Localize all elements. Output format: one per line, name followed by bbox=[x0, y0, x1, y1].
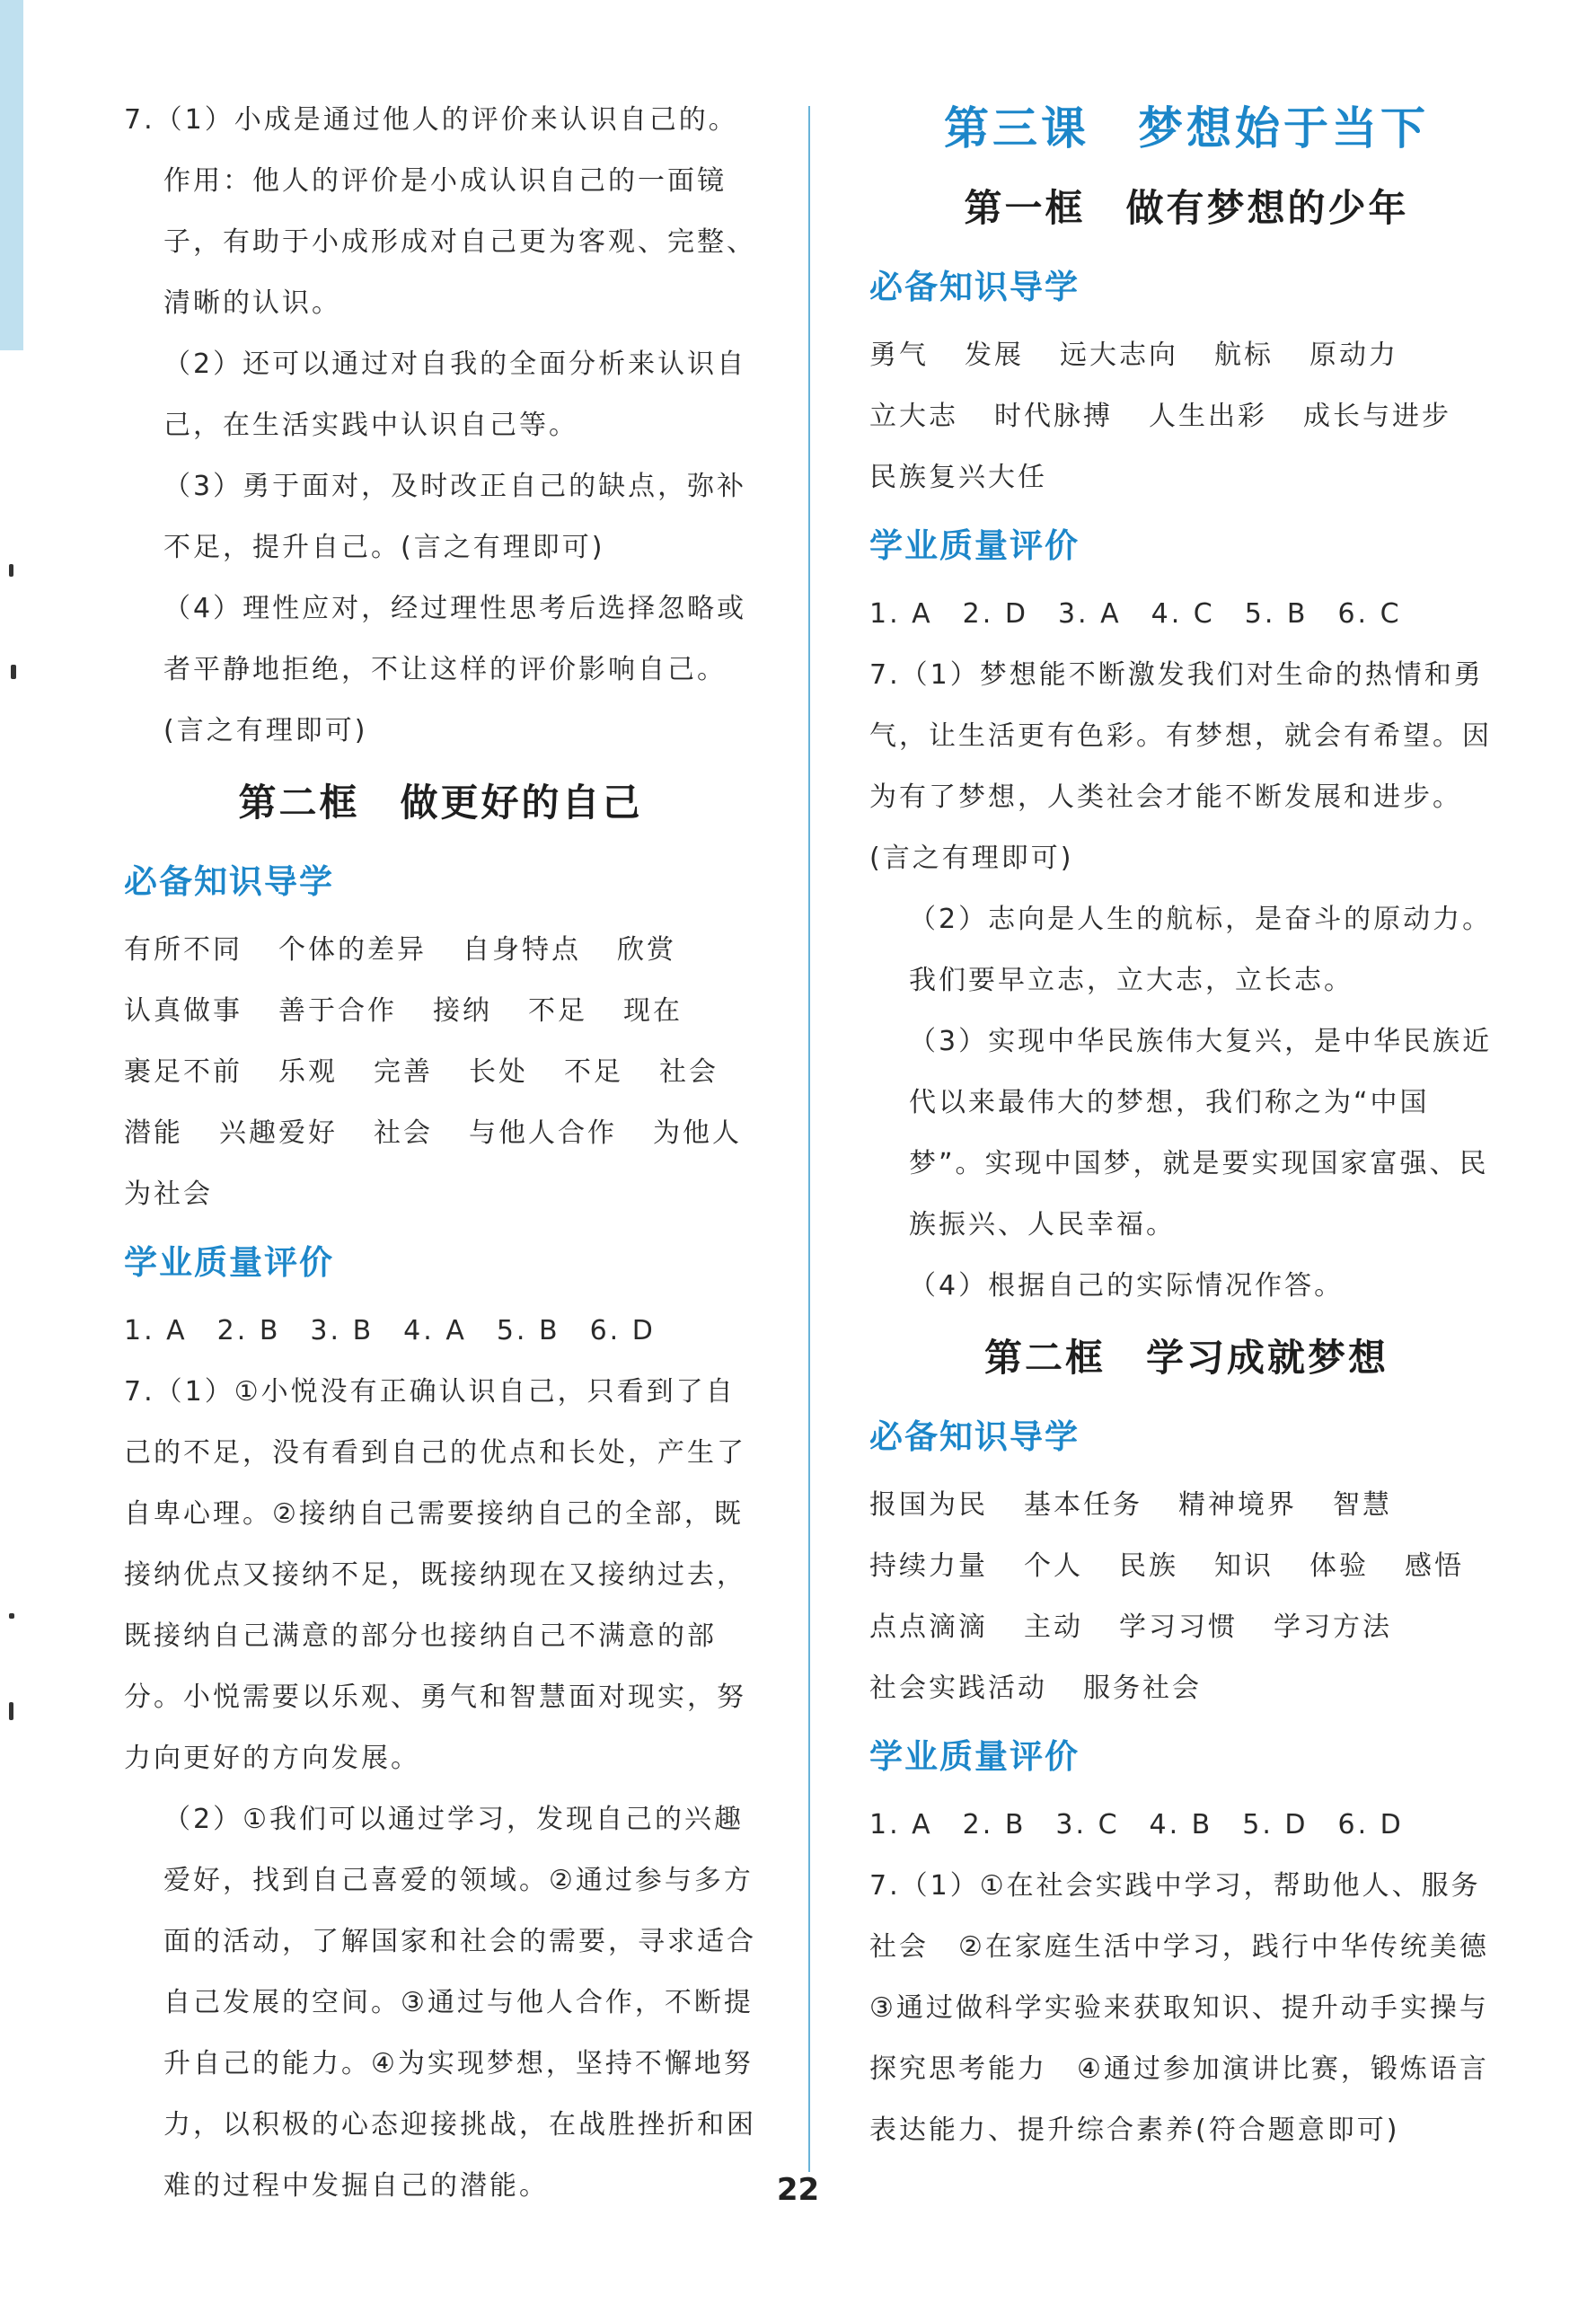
quality-heading: 学业质量评价 bbox=[869, 526, 1080, 565]
scan-speck bbox=[9, 1702, 13, 1720]
right-column bbox=[869, 90, 1519, 2161]
knowledge-word-list bbox=[869, 1475, 1503, 1719]
answer-paragraph: 7.（1）梦想能不断激发我们对生命的热情和勇气，让生活更有色彩。有梦想，就会有希望。因为有了梦想，人类社会才能不断发展和进步。(言之有理即可) bbox=[869, 659, 1492, 874]
scan-speck bbox=[9, 1613, 14, 1619]
knowledge-word: 潜能 bbox=[124, 1117, 183, 1149]
left-column bbox=[124, 90, 757, 2217]
section-title: 第一框 做有梦想的少年 bbox=[964, 186, 1409, 230]
answer-paragraph: （3）勇于面对，及时改正自己的缺点，弥补不足，提升自己。(言之有理即可) bbox=[163, 471, 747, 563]
knowledge-word: 欣赏 bbox=[617, 934, 676, 966]
knowledge-word: 勇气 bbox=[869, 340, 929, 371]
knowledge-word: 时代脉搏 bbox=[994, 401, 1113, 432]
section-title: 第二框 学习成就梦想 bbox=[983, 1336, 1389, 1380]
knowledge-word: 精神境界 bbox=[1178, 1489, 1297, 1521]
knowledge-word: 与他人合作 bbox=[469, 1117, 617, 1149]
knowledge-word: 有所不同 bbox=[124, 934, 242, 966]
knowledge-word-list bbox=[124, 920, 757, 1225]
knowledge-word: 成长与进步 bbox=[1303, 401, 1451, 432]
knowledge-word: 自身特点 bbox=[463, 934, 581, 966]
knowledge-word: 认真做事 bbox=[124, 995, 242, 1027]
knowledge-word: 体验 bbox=[1309, 1550, 1369, 1582]
knowledge-word: 不足 bbox=[564, 1056, 623, 1088]
knowledge-word: 人生出彩 bbox=[1149, 401, 1267, 432]
scan-speck bbox=[11, 665, 16, 679]
knowledge-word: 为他人 bbox=[653, 1117, 742, 1149]
knowledge-word: 善于合作 bbox=[278, 995, 397, 1027]
answer-paragraph: （3）实现中华民族伟大复兴，是中华民族近代以来最伟大的梦想，我们称之为“中国梦”。实现中国梦，就是要实现国家富强、民族振兴、人民幸福。 bbox=[909, 1026, 1493, 1240]
quality-heading: 学业质量评价 bbox=[869, 1737, 1080, 1776]
knowledge-word: 不足 bbox=[528, 995, 587, 1027]
answer-paragraph: 7.（1）小成是通过他人的评价来认识自己的。 bbox=[124, 104, 738, 136]
answer-paragraph: （2）志向是人生的航标，是奋斗的原动力。我们要早立志，立大志，立长志。 bbox=[909, 904, 1493, 996]
knowledge-word: 持续力量 bbox=[869, 1550, 988, 1582]
knowledge-word: 民族 bbox=[1119, 1550, 1178, 1582]
knowledge-word: 基本任务 bbox=[1024, 1489, 1142, 1521]
choice-answers: 1. A 2. B 3. B 4. A 5. B 6. D bbox=[124, 1315, 656, 1346]
choice-answers: 1. A 2. D 3. A 4. C 5. B 6. C bbox=[869, 598, 1402, 630]
knowledge-word: 远大志向 bbox=[1060, 340, 1178, 371]
knowledge-word: 接纳 bbox=[433, 995, 492, 1027]
page-edge-band bbox=[0, 0, 23, 350]
knowledge-heading: 必备知识导学 bbox=[124, 862, 334, 901]
knowledge-word: 智慧 bbox=[1333, 1489, 1392, 1521]
knowledge-word: 长处 bbox=[469, 1056, 528, 1088]
answer-paragraph: （4）根据自己的实际情况作答。 bbox=[909, 1270, 1345, 1302]
choice-answers: 1. A 2. B 3. C 4. B 5. D 6. D bbox=[869, 1809, 1404, 1841]
knowledge-word: 报国为民 bbox=[869, 1489, 988, 1521]
knowledge-word: 完善 bbox=[374, 1056, 433, 1088]
column-divider bbox=[808, 106, 810, 2172]
knowledge-word: 主动 bbox=[1024, 1611, 1083, 1643]
knowledge-word: 为社会 bbox=[124, 1178, 213, 1210]
knowledge-word: 点点滴滴 bbox=[869, 1611, 988, 1643]
knowledge-word: 学习方法 bbox=[1274, 1611, 1392, 1643]
knowledge-word: 个人 bbox=[1024, 1550, 1083, 1582]
knowledge-heading: 必备知识导学 bbox=[869, 1417, 1080, 1456]
knowledge-word: 学习习惯 bbox=[1119, 1611, 1238, 1643]
knowledge-word: 裹足不前 bbox=[124, 1056, 242, 1088]
knowledge-word: 航标 bbox=[1214, 340, 1274, 371]
knowledge-word: 乐观 bbox=[278, 1056, 338, 1088]
answer-paragraph: 作用：他人的评价是小成认识自己的一面镜子，有助于小成形成对自己更为客观、完整、清晰的认识。 bbox=[163, 165, 756, 319]
knowledge-word: 原动力 bbox=[1309, 340, 1398, 371]
scan-speck bbox=[9, 564, 13, 577]
knowledge-word: 立大志 bbox=[869, 401, 958, 432]
lesson-title: 第三课 梦想始于当下 bbox=[944, 102, 1429, 154]
knowledge-word: 个体的差异 bbox=[278, 934, 427, 966]
section-title: 第二框 做更好的自己 bbox=[238, 781, 643, 825]
answer-paragraph: （2）①我们可以通过学习，发现自己的兴趣爱好，找到自己喜爱的领域。②通过参与多方面的活动，了解国家和社会的需要，寻求适合自己发展的空间。③通过与他人合作，不断提升自己的能力。④为实现梦想，坚持不懈地努力，以积极的心态迎接挑战，在战胜挫折和困难的过程中发掘自己的潜能。 bbox=[163, 1804, 756, 2202]
knowledge-word-list bbox=[869, 325, 1503, 508]
knowledge-word: 社会实践活动 bbox=[869, 1673, 1047, 1704]
knowledge-word: 兴趣爱好 bbox=[219, 1117, 338, 1149]
answer-paragraph: （2）还可以通过对自我的全面分析来认识自己，在生活实践中认识自己等。 bbox=[163, 349, 747, 441]
knowledge-word: 服务社会 bbox=[1083, 1673, 1202, 1704]
knowledge-word: 社会 bbox=[659, 1056, 719, 1088]
answer-paragraph: 7.（1）①小悦没有正确认识自己，只看到了自己的不足，没有看到自己的优点和长处，产生了自卑心理。②接纳自己需要接纳自己的全部，既接纳优点又接纳不足，既接纳现在又接纳过去，既接纳自己满意的部分也接纳自己不满意的部分。小悦需要以乐观、勇气和智慧面对现实，努力向更好的方向发展。 bbox=[124, 1376, 746, 1774]
knowledge-word: 民族复兴大任 bbox=[869, 462, 1047, 493]
answer-paragraph: （4）理性应对，经过理性思考后选择忽略或者平静地拒绝，不让这样的评价影响自己。(言之有理即可) bbox=[163, 593, 747, 746]
answer-paragraph: 7.（1）①在社会实践中学习，帮助他人、服务社会 ②在家庭生活中学习，践行中华传统美德 ③通过做科学实验来获取知识、提升动手实操与探究思考能力 ④通过参加演讲比赛，锻炼语言表达能力、提升综合素养(符合题意即可) bbox=[869, 1870, 1519, 2146]
knowledge-word: 感悟 bbox=[1405, 1550, 1464, 1582]
knowledge-heading: 必备知识导学 bbox=[869, 268, 1080, 306]
knowledge-word: 发展 bbox=[965, 340, 1024, 371]
knowledge-word: 现在 bbox=[623, 995, 683, 1027]
quality-heading: 学业质量评价 bbox=[124, 1243, 334, 1282]
page-number: 22 bbox=[776, 2172, 820, 2208]
knowledge-word: 知识 bbox=[1214, 1550, 1274, 1582]
knowledge-word: 社会 bbox=[374, 1117, 433, 1149]
